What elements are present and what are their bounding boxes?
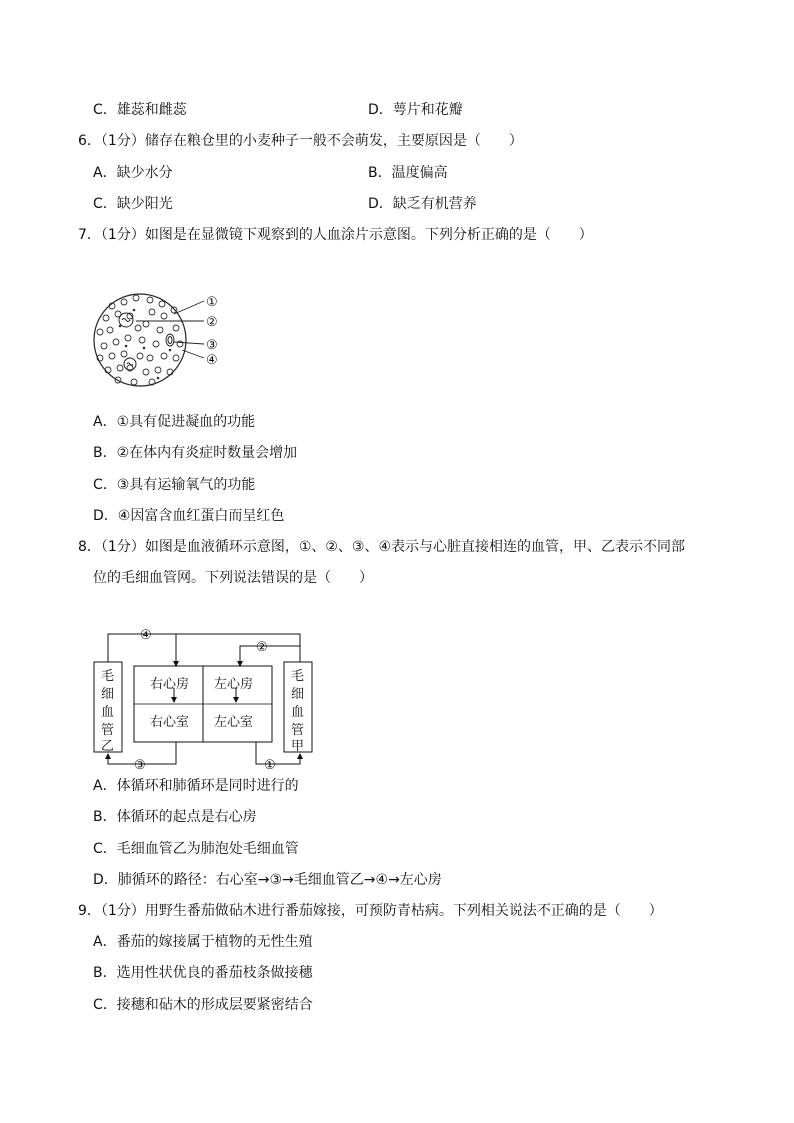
q7-option-d: D．④因富含血红蛋白而呈红色: [93, 508, 285, 524]
q9-stem: 9．（1分）用野生番茄做砧木进行番茄嫁接，可预防青枯病。下列相关说法不正确的是（ ）: [78, 903, 663, 919]
right-atrium-label: 右心房: [150, 677, 190, 692]
label-3: ③: [206, 338, 218, 353]
right-box-char-2: 细: [291, 687, 305, 702]
left-box-char-3: 血: [101, 705, 115, 720]
vessel-3-label: ③: [134, 758, 146, 770]
left-ventricle-label: 左心室: [214, 715, 254, 730]
red-blood-cells: [97, 295, 183, 385]
right-box-char-3: 血: [291, 705, 305, 720]
q5-option-c: C．雄蕊和雌蕊: [93, 102, 187, 118]
white-blood-cells: [119, 313, 174, 370]
label-4: ④: [206, 353, 218, 368]
q7-option-b: B．②在体内有炎症时数量会增加: [93, 445, 298, 461]
vessel-4-label: ④: [140, 628, 152, 643]
q6-option-d: D．缺乏有机营养: [368, 196, 477, 212]
blood-smear-diagram: [90, 288, 240, 398]
label-2: ②: [206, 315, 218, 330]
vessel-1-label: ①: [264, 758, 276, 770]
q5-option-d: D．萼片和花瓣: [368, 102, 463, 118]
q6-option-c: C．缺少阳光: [93, 196, 173, 212]
q9-option-b: B．选用性状优良的番茄枝条做接穗: [93, 965, 313, 981]
left-box-char-1: 毛: [101, 669, 115, 684]
right-box-char-4: 管: [291, 723, 305, 738]
left-box-char-5: 乙: [101, 739, 115, 754]
right-ventricle-label: 右心室: [150, 715, 190, 730]
q8-stem-line1: 8．（1分）如图是血液循环示意图，①、②、③、④表示与心脏直接相连的血管，甲、乙表示不同部: [78, 539, 686, 555]
label-1: ①: [206, 295, 218, 310]
q6-option-a: A．缺少水分: [93, 165, 173, 181]
vessel-2-label: ②: [256, 640, 268, 655]
left-atrium-label: 左心房: [214, 677, 254, 692]
q8-option-b: B．体循环的起点是右心房: [93, 809, 257, 825]
q6-stem: 6．（1分）储存在粮仓里的小麦种子一般不会萌发，主要原因是（ ）: [78, 133, 523, 149]
q6-option-b: B．温度偏高: [368, 165, 448, 181]
right-box-char-5: 甲: [291, 739, 305, 754]
q8-option-d: D．肺循环的路径：右心室→③→毛细血管乙→④→左心房: [93, 872, 442, 888]
q9-option-a: A．番茄的嫁接属于植物的无性生殖: [93, 934, 313, 950]
q8-option-a: A．体循环和肺循环是同时进行的: [93, 778, 299, 794]
q8-option-c: C．毛细血管乙为肺泡处毛细血管: [93, 841, 299, 857]
q7-option-c: C．③具有运输氧气的功能: [93, 477, 256, 493]
q7-stem: 7．（1分）如图是在显微镜下观察到的人血涂片示意图。下列分析正确的是（ ）: [78, 227, 593, 243]
left-box-char-4: 管: [101, 723, 115, 738]
right-box-char-1: 毛: [291, 669, 305, 684]
blood-circulation-diagram: [90, 620, 320, 770]
q7-option-a: A．①具有促进凝血的功能: [93, 414, 256, 430]
q8-stem-line2: 位的毛细血管网。下列说法错误的是（ ）: [93, 570, 373, 586]
left-box-char-2: 细: [101, 687, 115, 702]
q9-option-c: C．接穗和砧木的形成层要紧密结合: [93, 997, 313, 1013]
